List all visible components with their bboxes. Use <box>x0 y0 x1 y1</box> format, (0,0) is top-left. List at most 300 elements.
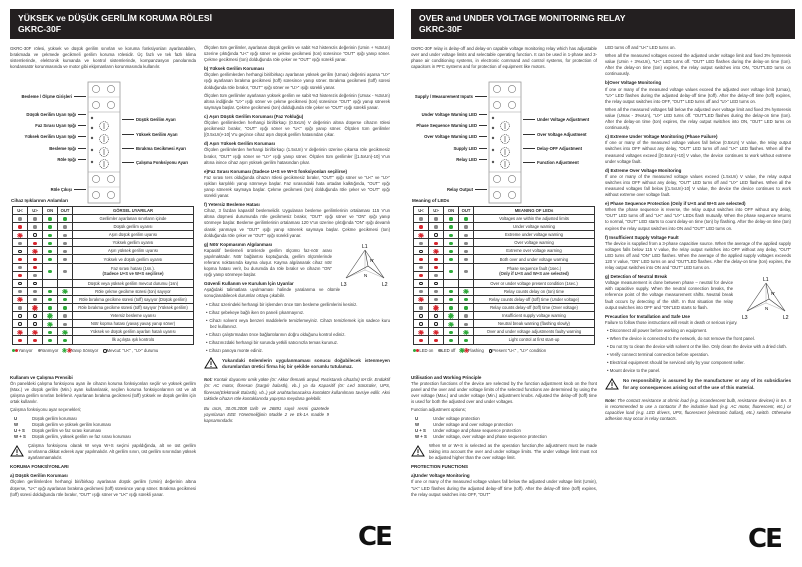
led-meaning: Insufficient supply voltage warning <box>474 312 595 320</box>
led-meaning-text: Phase sequence fault (1sec.) <box>506 266 562 272</box>
table-row <box>414 312 595 320</box>
led-present-condition <box>419 250 422 253</box>
led-cell <box>414 320 429 328</box>
leader-line <box>122 134 134 135</box>
table-row <box>414 320 595 328</box>
bullet-text: Cihaz şebekeye bağlı iken ön paneli çıkarmayınız. <box>208 309 305 315</box>
label-l2: L2 <box>382 282 388 289</box>
led-cell <box>28 271 43 279</box>
legend-label: Flashing <box>467 348 484 353</box>
led-cell <box>444 215 459 223</box>
led-red-flashing <box>419 331 422 334</box>
led-cell <box>429 336 444 344</box>
option-text: Düşük gerilim, yüksek gerilim ve faz sırası koruması <box>32 433 131 439</box>
led-green-on <box>48 217 51 220</box>
led-present-condition <box>434 233 437 236</box>
led-cell <box>28 255 43 263</box>
led-cell <box>414 279 429 287</box>
led-meaning: Düşük veya yüksek gerilim mevcut durumu (1sn) <box>73 279 194 287</box>
led-off <box>434 298 437 301</box>
table-row <box>414 223 595 231</box>
led-cell <box>58 247 73 255</box>
leader-line <box>475 96 487 97</box>
led-meaning: Extreme under voltage warning <box>474 231 595 239</box>
section-heading: a) Düşük Gerilim Koruması <box>10 473 68 479</box>
led-red-flashing <box>434 306 437 309</box>
led-off <box>63 258 66 261</box>
bullet-text: Mount device to the panel. <box>609 368 661 374</box>
led-meaning: Aşırı yüksek gerilim uyarısı <box>73 247 194 255</box>
leader-line <box>475 189 487 190</box>
section-heading: g) Detection of Neutral Break <box>605 274 668 280</box>
leader-line <box>122 162 134 163</box>
led-green-flashing <box>48 323 51 326</box>
paragraph: Çalışma fonksiyonu ayar seçenekleri; <box>10 407 82 413</box>
led-off <box>33 274 36 277</box>
header-model: GKRC-30F <box>18 23 61 34</box>
device-label-text: Over Voltage Warning LED <box>424 134 477 139</box>
led-cell <box>28 231 43 239</box>
device-label-left <box>57 157 86 162</box>
device-label-right <box>122 132 178 137</box>
column-header: U> <box>429 207 444 215</box>
paragraph: Ölçülen gerilimlerden herhangi biri/birkaçı ayarlanan düşük gerilim (Umin) değerinin altına düşerse, "U<" ışığı ayarlanan bırakma gecikmesi (toff) süresince yanıp söner. Bırakma gecikmesi (toff) süresi dolduğunda röle bırakır, "OUT" ışığı söner ve "U<" ışığı sürekli yanar. <box>10 479 196 497</box>
led-off <box>18 217 21 220</box>
bullet-item: • Cihazı panoya monte ediniz. <box>206 348 263 354</box>
option-code: U <box>14 415 18 421</box>
warning-note <box>10 443 196 461</box>
led-table-caption: Cihaz Işıklarının Anlamları <box>11 198 69 203</box>
led-cell <box>43 328 58 336</box>
device-label-left <box>422 112 487 117</box>
paragraph: Ölçülen gerilimlerden herhangi biri/birkaçı ayarlanan yüksek gerilim (Umax) değerini aşarsa "U>" ışığı ayarlanan bırakma gecikmesi (toff) süresince yanıp söner. Bırakma gecikmesi (toff) süresi dolduğunda röle bırakır, "OUT" ışığı söner ve "U>" ışığı sürekli yanar. <box>204 72 390 90</box>
led-off <box>419 306 422 309</box>
led-green-on <box>449 217 452 220</box>
bullet-item: • Mount device to the panel. <box>607 368 661 374</box>
leader-line <box>523 162 535 163</box>
label-l1: L1 <box>763 276 769 283</box>
led-cell <box>43 320 58 328</box>
option-code: U <box>415 415 419 421</box>
option-code: W <box>415 421 420 427</box>
table-row <box>13 312 194 320</box>
led-off <box>464 258 467 261</box>
leader-line <box>523 134 535 135</box>
led-green-on <box>449 250 452 253</box>
column-header: U< <box>13 207 28 215</box>
led-cell <box>43 223 58 231</box>
led-cell <box>414 312 429 320</box>
legend-label: Mevcut: "U<" , "U>" durumu <box>106 348 159 353</box>
leader-line <box>479 136 487 137</box>
device-label-text: Function Adjustment <box>537 160 579 165</box>
paragraph: Kapasitif beslemeli ürünlerde gerilim ölçümü faz-nötr arası yapılmaktadır. Nötr bağlantısı koptuğunda, gerilim ölçümlerinde referans noktasında kayma oluşur. Kayma algılanarak cihaz nötr kopma hatası verir, bu durumda da röle bırakır ve cihazın "ON" ışığı yanıp sönmeye başlar. <box>204 247 332 278</box>
device-drawing <box>487 80 527 206</box>
led-green-on <box>449 225 452 228</box>
regulation-note: Bu ürün, 30.05.2008 tarih ve 26891 sayılı resmi gazetede yayınlanan EEE Yönetmeliğinin Madde 2 ve Ek-1A madde 9 kapsamındadır. <box>204 405 329 423</box>
led-table-caption: Meaning of LEDs <box>412 198 450 203</box>
table-row <box>414 336 595 344</box>
led-off <box>33 290 36 293</box>
device-label-left <box>51 187 86 192</box>
led-cell <box>58 295 73 303</box>
led-cell <box>414 263 429 271</box>
device-label-text: Besleme / Ölçme Girişleri <box>21 94 72 99</box>
led-green-on <box>48 242 51 245</box>
leader-line <box>479 125 487 126</box>
label-n-shifted: N' <box>771 290 776 296</box>
led-off <box>434 217 437 220</box>
header-title: OVER and UNDER VOLTAGE MONITORING RELAY <box>419 13 626 23</box>
bullet-item: • Cihazınızdaki herhangi bir sorunda yetkili satıcınızla temas kurunuz. <box>206 340 339 346</box>
led-green-on <box>464 298 467 301</box>
led-meaning: Relay counts delay-off (toff) time (Over voltage) <box>474 304 595 312</box>
led-off <box>63 323 66 326</box>
led-cell <box>28 295 43 303</box>
led-off <box>434 225 437 228</box>
table-row <box>13 336 194 344</box>
led-meaning: Röle bırakma gecikme süresi (toff) sayıyor (Yüksek gerilim) <box>73 304 194 312</box>
note-text: The contact resistance at ohmic load (e.g. incandescent bulb, resistance devices) is 8A. It is recommended to use a contactor if the inductive load (e.g. AC motor, fluorescent, etc.) or capacitive load (e.g. LED drivers, UPS, fluorescent (electronic ballast), etc.) switch. Otherwise adhesion may occur in relay contacts. <box>605 397 791 421</box>
neutral-shift-diagram <box>741 275 791 321</box>
led-present-condition <box>33 233 36 236</box>
led-cell <box>28 336 43 344</box>
led-green-flashing <box>460 349 463 352</box>
paragraph: When all the measured voltages fall below the adjusted over voltage limit and fixed 3% hysteresis value (Umax - 3%xUn), "U>" LED turns off. "OUT"LED flashes during the delay-on time (ton). After the delay-on time (ton) expires, the relay output switches into ON, "OUT" LED turns on continuously. <box>605 106 791 131</box>
paragraph: When all the measured voltages exceed the adjusted under voltage limit and fixed 3% hysteresis value (Umin + 3%xUn), "U<" LED turns off. "OUT" LED flashes during the delay-on time (ton). After the delay-on time (ton) expires, the relay output switches into ON, "OUT"LED turns on continuously. <box>605 53 791 77</box>
table-row <box>13 304 194 312</box>
led-red-flashing <box>33 306 36 309</box>
led-cell <box>58 255 73 263</box>
option-text: Under voltage, over voltage and phase sequence protection <box>433 433 547 439</box>
led-legend <box>413 348 546 353</box>
led-off <box>464 242 467 245</box>
led-green-on <box>449 298 452 301</box>
led-cell <box>414 336 429 344</box>
option-text: Under voltage and phase sequence protection <box>433 427 521 433</box>
bullet-item: • Cihazı çalıştırmadan önce bağlantılarının doğru olduğunu kontrol ediniz. <box>206 331 346 337</box>
led-cell <box>444 223 459 231</box>
led-cell <box>58 231 73 239</box>
led-cell <box>459 247 474 255</box>
led-red-flashing <box>434 331 437 334</box>
device-label-left <box>25 134 86 139</box>
led-cell <box>459 263 474 279</box>
led-green-on <box>48 290 51 293</box>
section-heading: Kullanım ve Çalışma Prensibi <box>10 375 73 380</box>
paragraph: If one or many of the measured voltage values fall below (0.5xUn) V value, the relay output switches into OFF without any delay, "OUT" LED turns off and "U<" LED flashes. When all the measured voltages exceed [(0.5xUn)+10] V value, the device continues to work without extreme under voltage fault. <box>605 140 791 164</box>
led-red-flashing <box>18 331 21 334</box>
page-header <box>411 9 795 39</box>
option-code: W + S <box>14 433 26 439</box>
paragraph: Faz sırası ters olduğunda cihazın rölesi gecikmesiz bırakır, "OUT" ışığı söner ve "U<" ve "U>" ışıkları karşılıklı yanıp sönmeye başlar. Faz sırasındaki hata ortadan kalktığında, "OUT" ışığı yanıp sönerek saymaya başlar. Çekme gecikmesi (ton) dolduğunda röle çeker ve "OUT" ışığı sürekli yanar. <box>204 174 390 199</box>
led-green-on <box>464 339 467 342</box>
paragraph: If one or many of the measured voltage values fall below the adjusted under voltage limit (Umin), "U<" LED flashes during the adjusted delay-off time (toff). After the delay-off time (toff) expires, the relay output switches into OFF, "OUT" <box>411 479 597 497</box>
table-row <box>13 320 194 328</box>
led-cell <box>28 328 43 336</box>
leader-line <box>479 148 487 149</box>
led-cell <box>43 295 58 303</box>
bullet-text: Verify connect terminal connection before operation. <box>609 352 709 358</box>
led-off <box>63 225 66 228</box>
device-label-text: Düşük Gerilim Uyarı Işığı <box>26 112 76 117</box>
bullet-text: Electrical equipment should be serviced only by your component seller. <box>609 360 745 366</box>
paragraph: Ölçülen gerilimlerden herhangi biri/birkaçı (1.5xUn) V değerinin üzerine çıkarsa röle gecikmesiz bırakır, "OUT" ışığı söner ve "U>" ışığı yanıp söner. Ölçülen tüm gerilimler [(1.5xUn)-10] V'un altına inince cihaz aşırı yüksek gerilim hatasından çıkar. <box>204 147 390 165</box>
led-present-condition <box>18 250 21 253</box>
column-header: OUT <box>459 207 474 215</box>
led-red-on <box>33 258 36 261</box>
led-red-flashing <box>434 250 437 253</box>
table-row <box>13 295 194 303</box>
table-row <box>414 287 595 295</box>
device-label-text: Supply LED <box>453 146 477 151</box>
led-green-on <box>63 298 66 301</box>
paragraph: If one or many of the measured voltage values exceed the adjusted over voltage limit (Umax), "U>" LED flashes during the adjusted delay-off time (toff). After the delay-off time (toff) expires, the relay output switches into OFF, "OUT" LED turns off and "U>" LED turns on. <box>605 86 791 104</box>
legend-label: LED on <box>419 348 434 353</box>
led-red-flashing <box>419 298 422 301</box>
led-cell <box>58 336 73 344</box>
warning-text: When W or W+S is selected as the operation function,the adjustment must be made taking into account the over and under voltage limits. The under voltage limit must not be adjusted higher than the over voltage limit. <box>429 442 597 461</box>
label-n: N <box>765 305 769 311</box>
legend-item <box>103 348 158 353</box>
led-meaning: Röle bırakma gecikme süresi (toff) sayıyor (Düşük gerilim) <box>73 295 194 303</box>
led-cell <box>13 255 28 263</box>
led-present-condition <box>33 322 36 325</box>
legend-label: Yanıyor <box>18 348 33 353</box>
device-label-text: Faz Sırası Uyarı Işığı <box>35 123 76 128</box>
led-off <box>63 234 66 237</box>
option-text: Düşük gerilim koruması <box>32 415 77 421</box>
led-legend <box>12 348 158 353</box>
device-label-text: Over Voltage Adjustment <box>537 132 587 137</box>
leader-line <box>479 159 487 160</box>
led-cell <box>58 312 73 320</box>
led-meaning-note: (Only if U+S and W+S are selected) <box>499 271 569 277</box>
led-cell <box>459 320 474 328</box>
table-row <box>414 328 595 336</box>
bullet-text: Do not try to clean the device with solvent or the like. Only clean the device with a dried cloth. <box>609 344 787 350</box>
led-cell <box>28 304 43 312</box>
led-off <box>63 242 66 245</box>
function-option <box>411 434 597 440</box>
bullet-item: • Cihaz şebekeye bağlı iken ön paneli çıkarmayınız. <box>206 309 305 315</box>
led-green-on <box>48 234 51 237</box>
device-label-text: Phase Sequence Warning LED <box>416 123 477 128</box>
table-row <box>13 223 194 231</box>
device-label-text: Besleme Işığı <box>49 146 76 151</box>
led-red-on <box>434 339 437 342</box>
led-cell <box>459 287 474 295</box>
device-label-text: Röle Çıkışı <box>50 187 72 192</box>
leader-line <box>74 189 86 190</box>
led-green-on <box>63 217 66 220</box>
led-present-condition <box>18 322 21 325</box>
led-cell <box>459 231 474 239</box>
bullet-text: Disconnect all power before working on equipment. <box>609 327 708 333</box>
led-red-on <box>419 258 422 261</box>
device-label-text: Under Voltage Warning LED <box>421 112 477 117</box>
led-green-on <box>48 258 51 261</box>
led-cell <box>414 271 429 279</box>
bullet-item: • Do not try to clean the device with solvent or the like. Only clean the device with a dried cloth. <box>607 344 787 350</box>
led-cell <box>13 215 28 223</box>
led-cell <box>43 312 58 320</box>
led-cell <box>58 263 73 279</box>
led-meaning: Over and under voltage adjustments faulty warning <box>474 328 595 336</box>
led-off <box>464 234 467 237</box>
paragraph: Ölçülen gerilimlerden herhangi biri/birkaçı (0.5xUn) V değerinin altına düşerse cihazın rölesi gecikmesiz bırakır, "OUT" ışığı söner ve "U<" ışığı yanıp söner. Ölçülen tüm gerilimler [(0.5xUn)+10] V'u geçince cihaz aşırı düşük gerilim hatasından çıkar. <box>204 120 390 138</box>
led-off <box>464 323 467 326</box>
table-row <box>13 287 194 295</box>
bullet-text: Cihazı panoya monte ediniz. <box>208 348 263 354</box>
led-cell <box>459 304 474 312</box>
device-label-left <box>424 134 487 139</box>
warning-icon <box>605 378 619 392</box>
device-label-right <box>523 117 589 122</box>
led-cell <box>459 336 474 344</box>
table-row <box>414 304 595 312</box>
paragraph: Ölçülen tüm gerilimler, ayarlanan düşük gerilim ve sabit %3 histerezis değerinin (Umin + %3xUn) üzerine çıktığında "U<" ışığı söner ve çekme gecikmesi (ton) süresince "OUT" ışığı yanıp söner. Çekme gecikmesi (ton) dolduğunda röle çeker ve "OUT" ışığı sürekli yanar. <box>204 45 390 63</box>
option-text: Under voltage and over voltage protection <box>433 421 513 427</box>
label-l3: L3 <box>341 282 347 289</box>
led-red-on <box>18 339 21 342</box>
label-l1: L1 <box>362 244 368 251</box>
device-label-text: Under Voltage Adjustment <box>537 117 590 122</box>
led-cell <box>429 312 444 320</box>
paragraph: Cihaz, 3 fazdan kapasitif beslemelidir. Uygulanan besleme gerilimlerinin ortalaması 115 V'un altına düşmesi durumunda röle gecikmesiz bırakır, "OUT" ışığı söner ve "ON" ışığı yanıp sönmeye başlar. Besleme gerilimlerinin ortalaması 120 V'un üzerine çıktığında "ON" ışığı devamlı olarak yanmaya ve "OUT" ışığı yanıp sönerek saymaya başlar. Çekme gecikmesi (ton) dolduğunda röle çeker ve "OUT" ışığı sürekli yanar. <box>204 208 390 238</box>
table-row <box>13 247 194 255</box>
column-header: ON <box>444 207 459 215</box>
label-l3: L3 <box>742 314 748 321</box>
led-cell <box>414 295 429 303</box>
device-label-text: Yüksek Gerilim Ayarı <box>136 132 178 137</box>
led-meaning <box>73 263 194 279</box>
led-cell <box>444 231 459 239</box>
section-heading: Precaution for Installation and Safe Use <box>605 313 691 319</box>
device-label-left <box>454 146 488 151</box>
led-green-on <box>48 225 51 228</box>
led-cell <box>28 223 43 231</box>
led-green-on <box>449 258 452 261</box>
led-red-on <box>33 266 36 269</box>
page-english <box>401 0 802 567</box>
neutral-shift-diagram <box>340 242 390 288</box>
device-label-right <box>523 160 579 165</box>
legend-item <box>12 348 33 353</box>
warning-note <box>411 443 597 461</box>
option-text: Under voltage protection <box>433 415 480 421</box>
note-paragraph <box>204 377 390 401</box>
led-meaning: Yetersiz besleme uyarısı <box>73 312 194 320</box>
bullet-text: When the device is connected to the network, do not remove the front panel. <box>609 336 755 342</box>
led-red-on <box>419 274 422 277</box>
led-green-on <box>48 306 51 309</box>
led-cell <box>58 287 73 295</box>
led-cell <box>429 279 444 287</box>
section-heading: d) Extreme Over Voltage Monitoring <box>605 167 682 173</box>
paragraph: Aşağıdaki talimatlara uyulmaması halinde yaralanma ve ölümle sonuçlanabilecek durumlar ortaya çıkabilir. <box>204 287 340 299</box>
led-green-flashing <box>63 331 66 334</box>
led-meaning: Relay counts delay-off (toff) time (Under voltage) <box>474 295 595 303</box>
section-heading: e) Phase Sequence Protection (Only if U+S and W+S are selected) <box>605 201 746 207</box>
led-off <box>33 217 36 220</box>
led-cell <box>58 215 73 223</box>
led-cell <box>43 263 58 279</box>
led-green-on <box>48 270 51 273</box>
section-heading: d) Aşırı Yüksek Gerilim Koruması <box>204 141 276 147</box>
led-off <box>464 314 467 317</box>
led-cell <box>444 263 459 279</box>
section-heading: KORUMA FONKSİYONLARI <box>10 464 69 470</box>
led-cell <box>13 287 28 295</box>
warning-icon <box>411 445 425 459</box>
led-cell <box>58 328 73 336</box>
led-meaning: Light control at first start-up <box>474 336 595 344</box>
led-cell <box>43 247 58 255</box>
led-red-on <box>434 242 437 245</box>
device-label-text: Röle Işığı <box>57 157 76 162</box>
led-meaning-table <box>413 206 595 345</box>
section-heading: f) Insufficient Supply Voltage Fault <box>605 234 679 240</box>
led-meaning: Nötr kopma hatası (yavaş yavaş yanıp söner) <box>73 320 194 328</box>
led-cell <box>429 231 444 239</box>
led-meaning: Röle çekme gecikme süresi (ton) sayıyor <box>73 287 194 295</box>
led-meaning: Düşük gerilim uyarısı <box>73 223 194 231</box>
led-green-on <box>449 242 452 245</box>
led-green-flashing <box>449 323 452 326</box>
led-cell <box>13 271 28 279</box>
led-cell <box>43 287 58 295</box>
led-cell <box>28 215 43 223</box>
bullet-text: Cihaz üzerindeki herhangi bir işlemden önce tüm besleme gerilimlerini kesiniz. <box>208 301 358 307</box>
note-paragraph <box>605 398 791 422</box>
led-cell <box>459 312 474 320</box>
paragraph: If one or many of the measured voltage values exceed (1.5xUn) V value, the relay output switches into OFF without any delay, "OUT" LED turns off and "U>" LED flashes. When all the measured voltages fall below [(1.5xUn)-10] V value, the device the device continues to work without extreme over voltage fault. <box>605 173 791 198</box>
led-green-flashing <box>48 314 51 317</box>
led-cell <box>459 239 474 247</box>
led-cell <box>43 215 58 223</box>
led-off <box>18 306 21 309</box>
led-meaning: Gerilimler ayarlanan sınırların içinde <box>73 215 194 223</box>
paragraph: Function adjustment options; <box>411 407 466 413</box>
led-green-on <box>48 250 51 253</box>
led-cell <box>459 295 474 303</box>
led-cell <box>459 328 474 336</box>
option-code: W + S <box>415 433 427 439</box>
led-off <box>63 250 66 253</box>
led-cell <box>13 304 28 312</box>
bullet-item: • Cihaz üzerindeki herhangi bir işlemden önce tüm besleme gerilimlerini kesiniz. <box>206 301 358 307</box>
led-green-on <box>449 234 452 237</box>
section-heading: e)Faz Sırası Koruması (Sadece U+S ve W+S fonksiyonları seçilirse) <box>204 168 348 174</box>
led-green-flashing <box>63 349 66 352</box>
note-text: Kontak dayanımı omik yükte (ör: Akkor flemanlı ampul, Rezistanslı cihazlar) 8A'dir. Endüktif (ör: AC motor, floresan (Sargılı balastlı), vb..) ya da Kapasitif (ör: Led Sürücüler, UPS, floresan(Elektronik Balastlı), vb..) yük anahtarlanacaksa kontaktör kullanılması tavsiye edilir. Aksi taktirde cihazın röle kontaklarında yapışma meydana gelebilir. <box>204 377 390 401</box>
led-off <box>33 225 36 228</box>
table-row <box>414 239 595 247</box>
column-header: GÖRSEL UYARILAR <box>73 207 194 215</box>
table-header-row <box>13 207 194 215</box>
paragraph: The device is supplied from a 3-phase capacitive source. When the average of the applied supply voltages falls below 115 V value, the relay output switches into OFF without any delay, "OUT" LED turns off and "ON" LED flashes. When the average of the applied supply voltages exceeds 120 V value, "ON" LED turns on and "OUT"LED flashes. After the delay-on time (ton) expires, the relay output switches into ON and "OUT" LED turns on. <box>605 240 791 271</box>
device-label-right <box>523 132 587 137</box>
table-header-row <box>414 207 595 215</box>
column-header: U> <box>28 207 43 215</box>
led-cell <box>414 304 429 312</box>
led-red-on <box>18 225 21 228</box>
led-cell <box>444 304 459 312</box>
led-cell <box>429 304 444 312</box>
column-left <box>10 372 196 500</box>
led-cell <box>444 279 459 287</box>
